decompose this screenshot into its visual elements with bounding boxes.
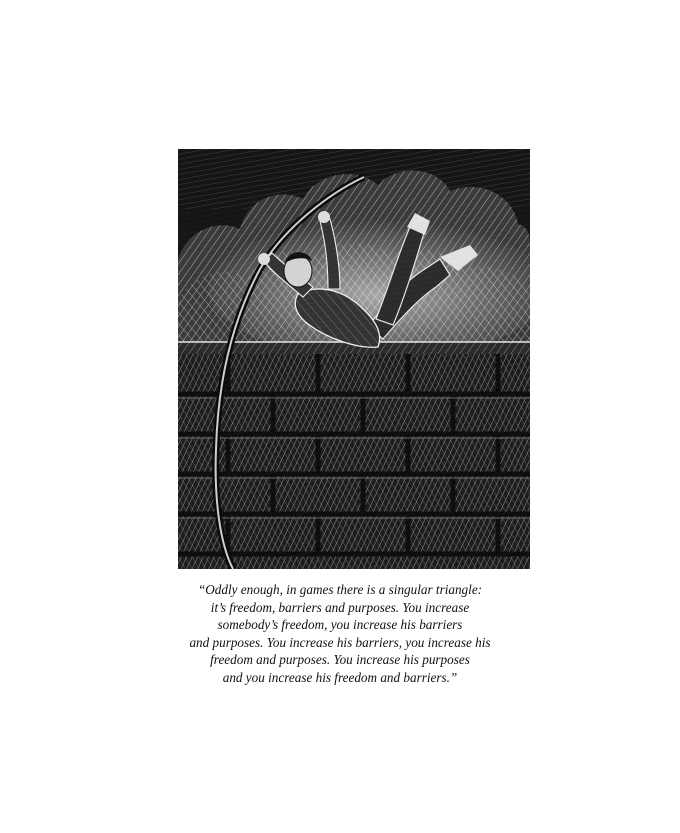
illustration-pole-vaulter xyxy=(178,149,530,569)
quote-line-5: freedom and purposes. You increase his purposes xyxy=(210,652,470,667)
quote-line-1: “Oddly enough, in games there is a singular triangle: xyxy=(197,582,483,597)
quote-line-4: and purposes. You increase his barriers, you increase his xyxy=(189,634,491,650)
scratchboard-artwork xyxy=(178,149,530,569)
quote-caption xyxy=(140,581,540,686)
quote-line-2: it’s freedom, barriers and purposes. You increase xyxy=(210,599,470,615)
quote-line-3: somebody’s freedom, you increase his barriers xyxy=(217,617,463,632)
quote-line-6: and you increase his freedom and barriers.” xyxy=(222,669,458,685)
